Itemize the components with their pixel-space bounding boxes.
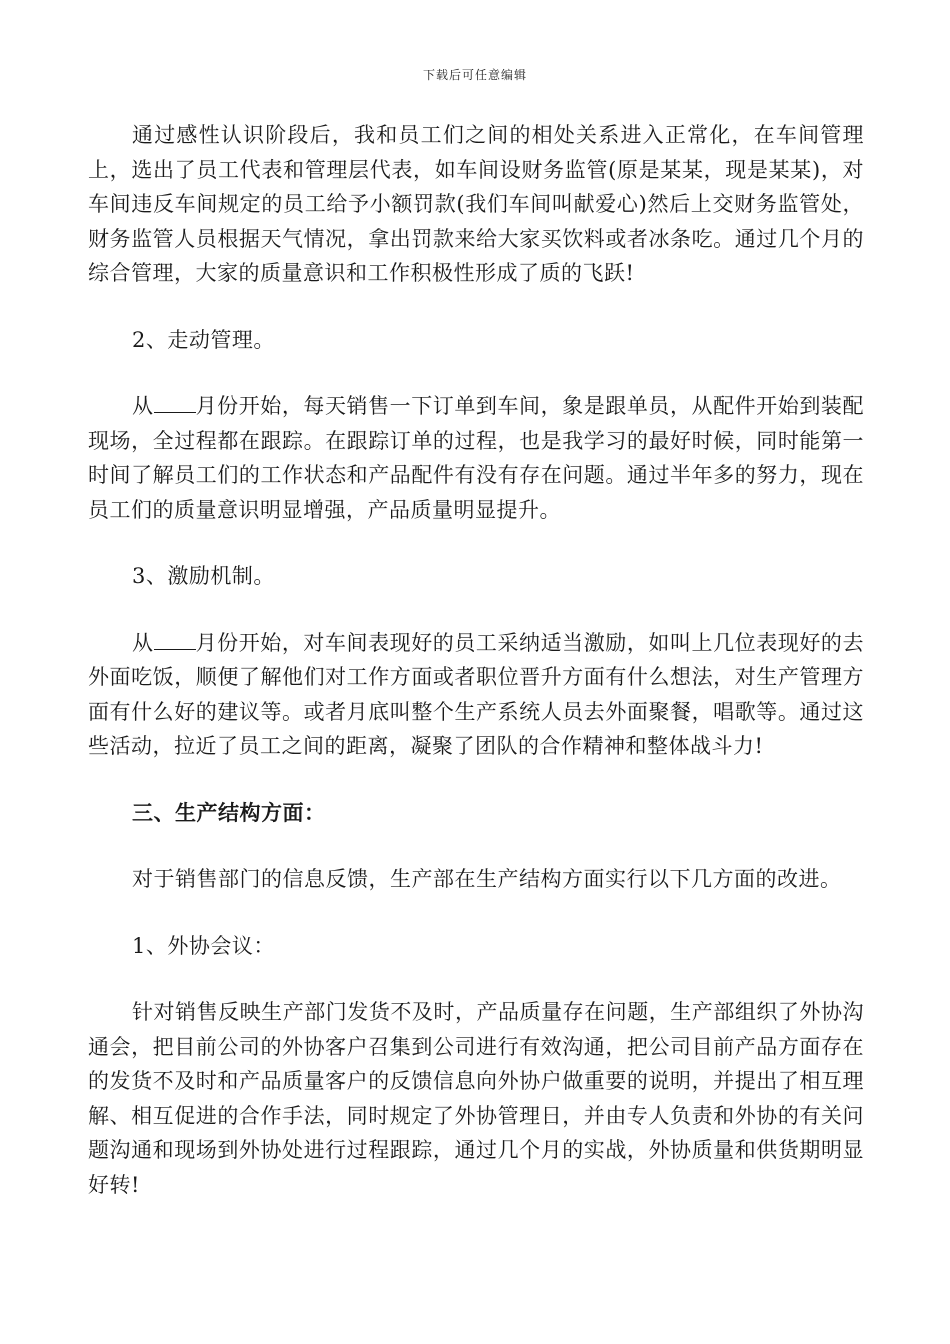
paragraph-walking-management [88,389,864,527]
paragraph-text: 月份开始，对车间表现好的员工采纳适当激励，如叫上几位表现好的去外面吃饭，顺便了解他们对工作方面或者职位晋升方面有什么想法，对生产管理方面有什么好的建议等。或者月底叫整个生产系统人员去外面聚餐，唱歌等。通过这些活动，拉近了员工之间的距离，凝聚了团队的合作精神和整体战斗力! [88,630,864,758]
blank-fill-line [154,631,196,650]
item-heading-incentive: 3、激励机制。 [132,564,275,588]
page-header-note: 下载后可任意编辑 [422,68,527,82]
section-heading-production-structure: 三、生产结构方面： [132,799,326,825]
paragraph-prefix: 从 [132,394,154,418]
blank-fill-line [154,394,196,413]
paragraph-text: 月份开始，每天销售一下订单到车间，象是跟单员，从配件开始到装配现场，全过程都在跟踪。在跟踪订单的过程，也是我学习的最好时候，同时能第一时间了解员工们的工作状态和产品配件有没有存在问题。通过半年多的努力，现在员工们的质量意识明显增强，产品质量明显提升。 [88,394,864,522]
item-heading-walking-management: 2、走动管理。 [132,327,275,352]
paragraph-incentive [88,626,864,764]
paragraph-workshop-management: 通过感性认识阶段后，我和员工们之间的相处关系进入正常化，在车间管理上，选出了员工代表和管理层代表，如车间设财务监管(原是某某，现是某某)，对车间违反车间规定的员工给予小额罚款(我们车间叫献爱心)然后上交财务监管处，财务监管人员根据天气情况，拿出罚款来给大家买饮料或者冰条吃。通过几个月的综合管理，大家的质量意识和工作积极性形成了质的飞跃! [88,123,864,285]
document-body [88,118,864,1234]
paragraph-prefix: 从 [132,630,154,655]
item-heading-outsourcing-meeting: 1、外协会议： [132,933,275,958]
paragraph-structure-intro: 对于销售部门的信息反馈，生产部在生产结构方面实行以下几方面的改进。 [132,867,842,891]
paragraph-outsourcing-meeting: 针对销售反映生产部门发货不及时，产品质量存在问题，生产部组织了外协沟通会，把目前公司的外协客户召集到公司进行有效沟通，把公司目前产品方面存在的发货不及时和产品质量客户的反馈信息向外协户做重要的说明，并提出了相互理解、相互促进的合作手法，同时规定了外协管理日，并由专人负责和外协的有关问题沟通和现场到外协处进行过程跟踪，通过几个月的实战，外协质量和供货期明显好转! [88,1000,864,1197]
